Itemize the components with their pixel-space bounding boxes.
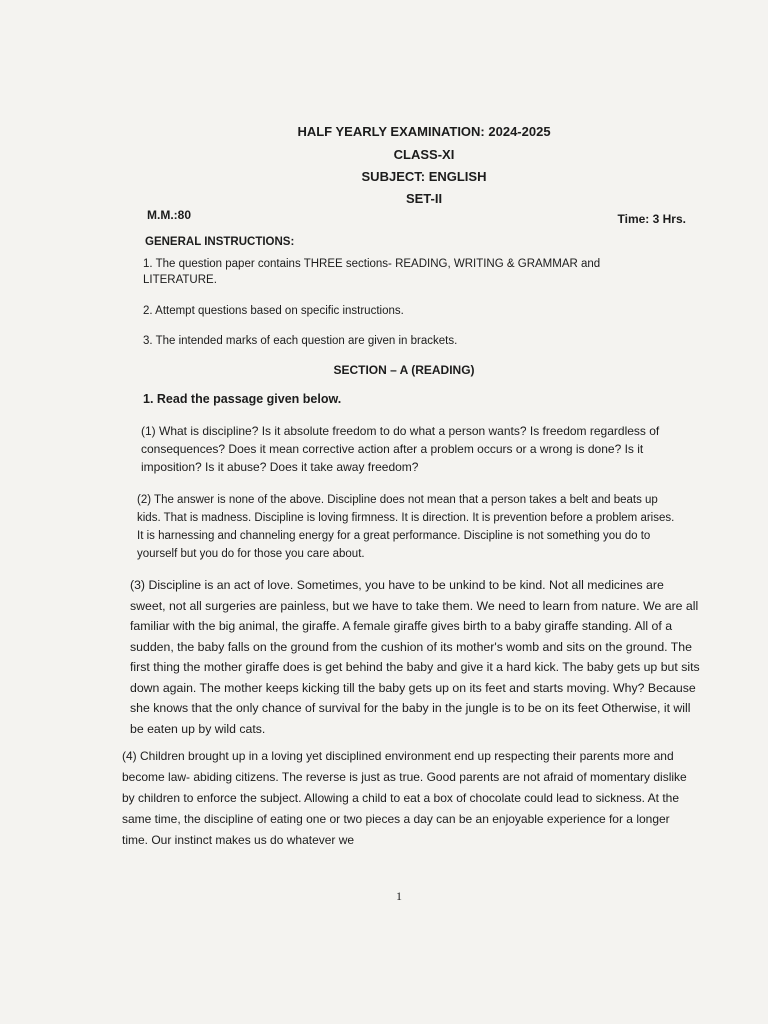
set-label: SET-II	[405, 191, 443, 206]
class-label: CLASS-XI	[393, 147, 455, 162]
question-heading: 1. Read the passage given below.	[143, 392, 342, 406]
subject-label: SUBJECT: ENGLISH	[361, 169, 487, 184]
passage-paragraph: (3) Discipline is an act of love. Sometimes, you have to be unkind to be kind. Not all medicines are sweet, not all surgeries are painless, but we have to take them. We need to learn from nature. We are all familiar with the big animal, the giraffe. A female giraffe gives birth to a baby giraffe standing. All of a sudden, the baby falls on the ground from the cushion of its mother's womb and sits on the ground. The first thing the mother giraffe does is get behind the baby and give it a hard kick. The baby gets up but sits down again. The mother keeps kicking till the baby gets up on its feet and starts moving. Why? Because she knows that the only chance of survival for the baby in the jungle is to be on its feet Otherwise, it will be eaten up by wild cats.	[130, 578, 700, 736]
instruction-item: 1. The question paper contains THREE sections- READING, WRITING & GRAMMAR and LITERATURE.	[143, 258, 601, 286]
section-title: SECTION – A (READING)	[333, 363, 475, 377]
passage-paragraph: (4) Children brought up in a loving yet disciplined environment end up respecting their parents more and become law- abiding citizens. The reverse is just as true. Good parents are not afraid of momentary dislike by children to enforce the subject. Allowing a child to eat a box of chocolate could lead to sickness. At the same time, the discipline of eating one or two pieces a day can be an enjoyable experience for a longer time. Our instinct makes us do whatever we	[122, 749, 687, 847]
instructions-title: GENERAL INSTRUCTIONS:	[145, 236, 295, 248]
passage-paragraph: (2) The answer is none of the above. Discipline does not mean that a person takes a belt and beats up kids. That is madness. Discipline is loving firmness. It is direction. It is prevention before a problem arises. It is harnessing and channeling energy for a great performance. Discipline is not something you do to yourself but you do for those you care about.	[137, 494, 675, 560]
exam-title: HALF YEARLY EXAMINATION: 2024-2025	[297, 124, 551, 139]
instruction-item: 2. Attempt questions based on specific instructions.	[143, 305, 404, 317]
max-marks: M.M.:80	[147, 208, 192, 222]
instruction-item: 3. The intended marks of each question are given in brackets.	[143, 335, 458, 347]
page-number: 1	[396, 889, 402, 903]
time-allowed: Time: 3 Hrs.	[617, 212, 686, 226]
passage-paragraph: (1) What is discipline? Is it absolute freedom to do what a person wants? Is freedom regardless of consequences? Does it mean corrective action after a problem occurs or a wrong is done? Is it imposition? Is it abuse? Does it take away freedom?	[141, 424, 660, 474]
